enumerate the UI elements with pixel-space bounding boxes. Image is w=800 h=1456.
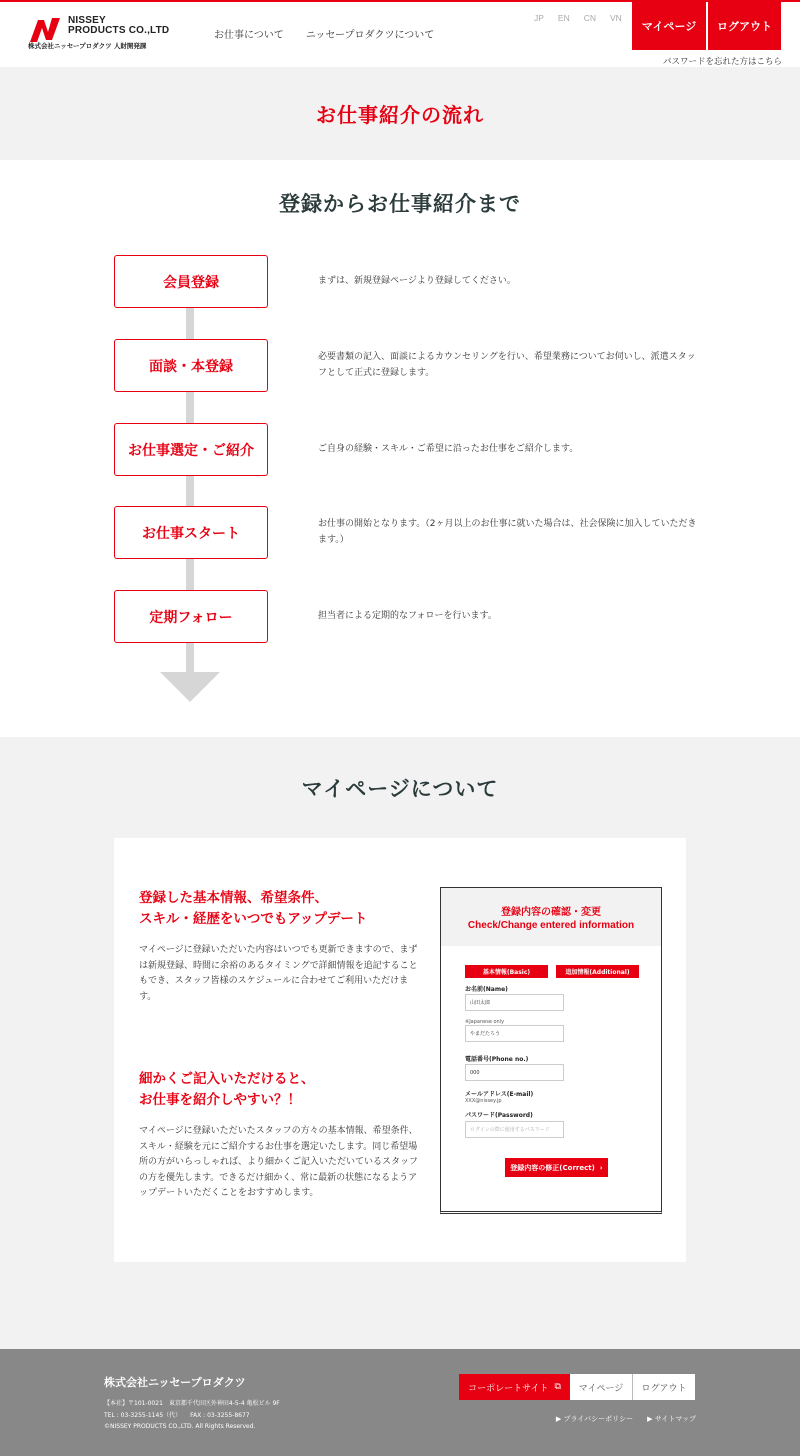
mock-phone-label: 電話番号(Phone no.) bbox=[465, 1056, 529, 1063]
block2-text: マイページに登録いただいたスタッフの方々の基本情報、希望条件、スキル・経験を元にご紹介するお仕事を選定いたします。同じ希望場所の方がいらっしゃれば、より細かくご記入いただいているスタッフの方を優先します。できるだけ細かく、常に最新の状態になるようアップデートいただくことをおすすめします。 bbox=[139, 1126, 419, 1198]
block2-title bbox=[139, 1069, 315, 1111]
step-box-interview: 面談・本登録 bbox=[114, 339, 268, 392]
mypage-card bbox=[114, 838, 686, 1262]
step-desc-registration: まずは、新規登録ページより登録してください。 bbox=[318, 276, 516, 286]
mock-kana-input: やまだたろう bbox=[465, 1025, 564, 1042]
footer-links bbox=[556, 1414, 696, 1424]
logo-line1: NISSEY bbox=[68, 15, 106, 26]
site-footer bbox=[0, 1349, 800, 1456]
mock-email-value: XXX@nissey.jp bbox=[465, 1098, 502, 1104]
mock-password-input: ログインの際に使用するパスワード bbox=[465, 1121, 564, 1138]
mock-tab-additional: 追加情報(Additional) bbox=[556, 965, 639, 978]
sitemap-label: サイトマップ bbox=[654, 1415, 696, 1423]
mock-tab-basic: 基本情報(Basic) bbox=[465, 965, 548, 978]
mock-email-label: メールアドレス(E-mail) bbox=[465, 1091, 534, 1098]
step-box-start: お仕事スタート bbox=[114, 506, 268, 559]
lang-jp[interactable]: JP bbox=[534, 13, 544, 23]
flow-arrow-down-icon bbox=[160, 672, 220, 702]
mock-japanese-only-note: ※Japanese only bbox=[465, 1019, 505, 1025]
step-desc-followup: 担当者による定期的なフォローを行います。 bbox=[318, 611, 497, 621]
block2-title-line2: お仕事を紹介しやすい？！ bbox=[139, 1092, 301, 1108]
logo-line2: PRODUCTS CO.,LTD bbox=[68, 25, 170, 36]
mock-title-jp: 登録内容の確認・変更 bbox=[501, 907, 601, 918]
mypage-heading: マイページについて bbox=[301, 777, 499, 801]
mock-header bbox=[441, 888, 661, 946]
footer-copyright: ©NISSEY PRODUCTS CO.,LTD. All Rights Reserved. bbox=[104, 1423, 256, 1430]
forgot-password-link[interactable]: パスワードを忘れた方はこちら bbox=[662, 57, 782, 67]
logo[interactable] bbox=[28, 16, 169, 50]
mock-name-label: お名前(Name) bbox=[465, 986, 508, 993]
nav-about-work[interactable]: お仕事について bbox=[214, 30, 284, 41]
page-title-band bbox=[0, 67, 800, 160]
mock-tabs bbox=[465, 965, 639, 978]
step-desc-selection: ご自身の経験・スキル・ご希望に沿ったお仕事をご紹介します。 bbox=[318, 444, 579, 454]
footer-logout-button[interactable]: ログアウト bbox=[633, 1374, 695, 1400]
step-box-registration: 会員登録 bbox=[114, 255, 268, 308]
block2-title-line1: 細かくご記入いただけると、 bbox=[139, 1071, 315, 1087]
flow-section bbox=[0, 160, 800, 737]
privacy-policy-label: プライバシーポリシー bbox=[563, 1415, 634, 1423]
footer-address-block bbox=[104, 1398, 280, 1433]
privacy-policy-link[interactable]: ▶ プライバシーポリシー bbox=[555, 1415, 634, 1423]
page-title: お仕事紹介の流れ bbox=[316, 103, 484, 127]
flow-heading: 登録からお仕事紹介まで bbox=[279, 192, 521, 216]
chevron-right-icon: › bbox=[599, 1163, 603, 1172]
sitemap-link[interactable]: ▶ サイトマップ bbox=[647, 1415, 696, 1423]
logo-subtitle: 株式会社ニッセープロダクツ 人財開発課 bbox=[28, 42, 147, 50]
logout-button[interactable]: ログアウト bbox=[708, 2, 781, 50]
block1-title-line2: スキル・経歴をいつでもアップデート bbox=[139, 911, 368, 927]
block1-title bbox=[139, 888, 367, 930]
mypage-section bbox=[0, 737, 800, 1349]
mypage-screenshot-mockup bbox=[440, 887, 662, 1214]
step-box-followup: 定期フォロー bbox=[114, 590, 268, 643]
lang-vn[interactable]: VN bbox=[610, 13, 622, 23]
corporate-site-button[interactable] bbox=[459, 1374, 570, 1400]
global-nav bbox=[214, 26, 434, 41]
mock-phone-input: 000 bbox=[465, 1064, 564, 1081]
nissey-logo-icon bbox=[28, 16, 62, 44]
block1-text: マイページに登録いただいた内容はいつでも更新できますので、まずは新規登録、時間に余裕のあるタイミングで詳細情報を追記することもでき、スタッフ皆様のスケジュールに合わせてご利用いただけます。 bbox=[139, 945, 418, 1002]
mock-correct-button bbox=[505, 1158, 608, 1177]
corporate-site-label: コーポレートサイト bbox=[468, 1383, 549, 1394]
step-box-selection: お仕事選定・ご紹介 bbox=[114, 423, 268, 476]
mypage-button[interactable]: マイページ bbox=[632, 2, 706, 50]
mock-password-label: パスワード(Password) bbox=[465, 1112, 533, 1119]
footer-company-name: 株式会社ニッセープロダクツ bbox=[104, 1376, 246, 1389]
language-switcher bbox=[534, 13, 622, 23]
footer-address: 【本社】〒101-0021 東京都千代田区外神田4-5-4 亀松ビル 9F bbox=[104, 1400, 280, 1407]
footer-tel-fax: TEL : 03-3255-1145（代） FAX : 03-3255-8677 bbox=[104, 1411, 250, 1419]
external-link-icon: ⧉ bbox=[554, 1382, 561, 1392]
block1-title-line1: 登録した基本情報、希望条件、 bbox=[139, 890, 328, 906]
footer-buttons bbox=[459, 1374, 695, 1400]
step-desc-interview: 必要書類の記入、面談によるカウンセリングを行い、希望業務についてお伺いし、派遣スタッフとして正式に登録します。 bbox=[318, 352, 696, 378]
lang-en[interactable]: EN bbox=[557, 13, 570, 23]
nav-about-company[interactable]: ニッセープロダクツについて bbox=[305, 30, 435, 41]
mock-title-en: Check/Change entered information bbox=[467, 920, 635, 931]
lang-cn[interactable]: CN bbox=[583, 13, 597, 23]
footer-mypage-button[interactable]: マイページ bbox=[570, 1374, 633, 1400]
mock-correct-label: 登録内容の修正(Correct) bbox=[510, 1163, 595, 1172]
step-desc-start: お仕事の開始となります。（2ヶ月以上のお仕事に就いた場合は、社会保険に加入していただきます。） bbox=[318, 519, 697, 545]
site-header bbox=[0, 0, 800, 67]
mock-name-input: 山田太郎 bbox=[465, 994, 564, 1011]
